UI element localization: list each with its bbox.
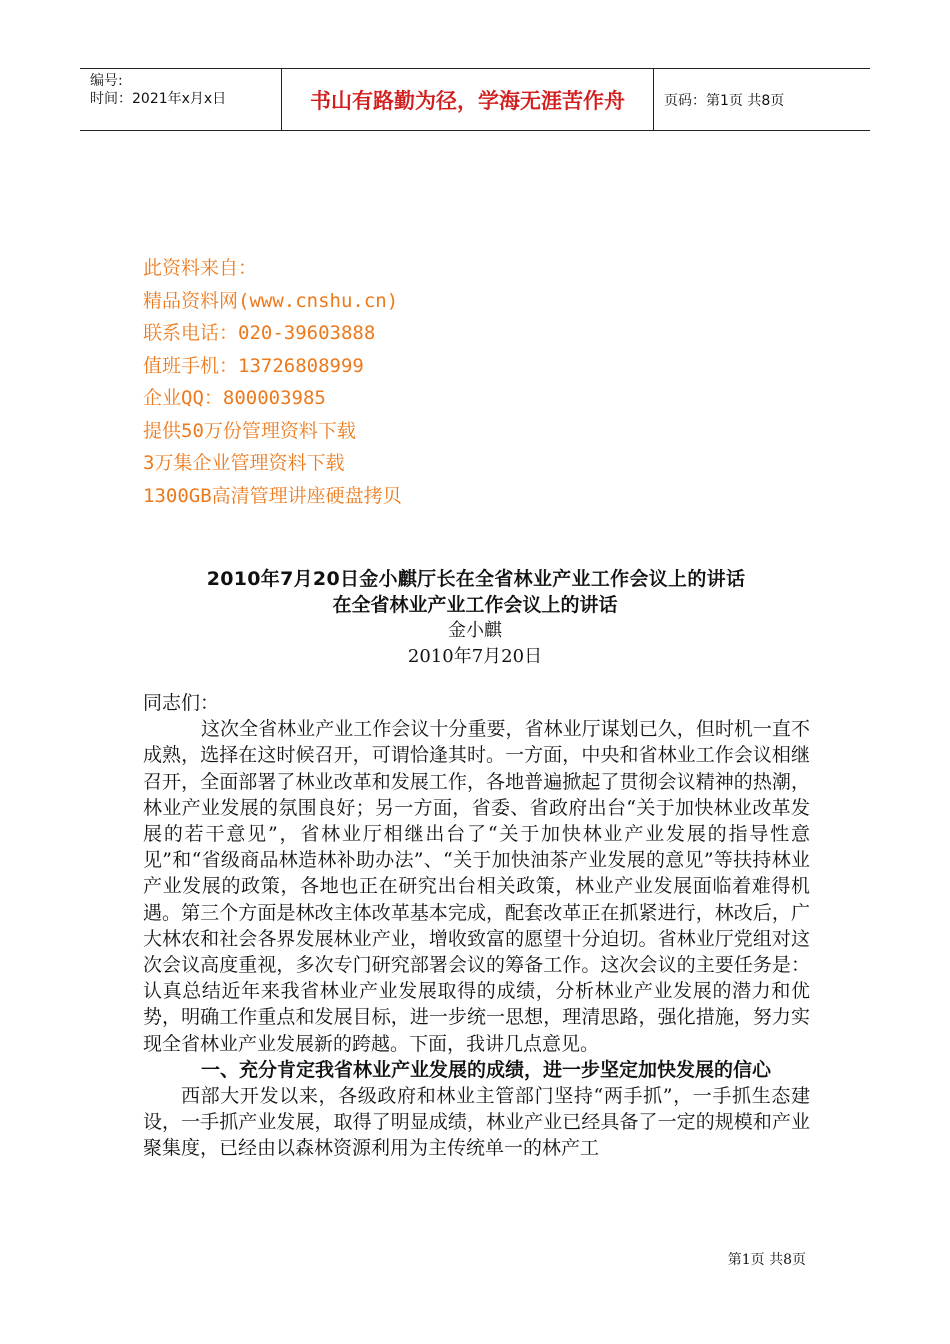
source-line: 1300GB高清管理讲座硬盘拷贝: [143, 484, 402, 507]
document-title-block: [0, 566, 950, 670]
body-paragraph: 西部大开发以来，各级政府和林业主管部门坚持“两手抓”，一手抓生态建设，一手抓产业发展，取得了明显成绩，林业产业已经具备了一定的规模和产业聚集度，已经由以森林资源利用为主传统单一的林产工: [143, 1085, 810, 1160]
document-author: 金小麒: [448, 620, 502, 641]
page-footer: 第1页 共8页: [727, 1252, 806, 1268]
document-body: [143, 690, 810, 1162]
source-line: 联系电话：020-39603888: [143, 322, 376, 344]
document-subtitle: 在全省林业产业工作会议上的讲话: [332, 594, 618, 616]
page-header: [80, 68, 870, 131]
document-date: 2010年7月20日: [407, 646, 543, 667]
header-page-info: 页码：第1页 共8页: [664, 92, 785, 109]
source-line: 此资料来自：: [143, 257, 258, 279]
source-line: 提供50万份管理资料下载: [143, 419, 356, 442]
source-line: 精品资料网(www.cnshu.cn): [143, 289, 399, 312]
source-line: 值班手机：13726808999: [143, 354, 364, 377]
salutation: 同志们：: [143, 692, 220, 714]
document-time-label: 时间：2021年x月x日: [90, 91, 227, 107]
document-title: 2010年7月20日金小麒厅长在全省林业产业工作会议上的讲话: [206, 568, 746, 590]
source-line: 企业QQ：800003985: [143, 387, 326, 409]
source-line: 3万集企业管理资料下载: [143, 452, 345, 474]
document-number-label: 编号:: [90, 73, 123, 89]
header-motto: 书山有路勤为径，学海无涯苦作舟: [282, 69, 654, 130]
body-paragraph: 这次全省林业产业工作会议十分重要，省林业厅谋划已久，但时机一直不成熟，选择在这时候召开，可谓恰逢其时。一方面，中央和省林业工作会议相继召开，全面部署了林业改革和发展工作，各地普遍掀起了贯彻会议精神的热潮，林业产业发展的氛围良好；另一方面，省委、省政府出台“关于加快林业改革发展的若干意见”，省林业厅相继出台了“关于加快林业产业发展的指导性意见”和“省级商品林造林补助办法”、“关于加快油茶产业发展的意见”等扶持林业产业发展的政策，各地也正在研究出台相关政策，林业产业发展面临着难得机遇。第三个方面是林改主体改革基本完成，配套改革正在抓紧进行，林改后，广大林农和社会各界发展林业产业，增收致富的愿望十分迫切。省林业厅党组对这次会议高度重视，多次专门研究部署会议的筹备工作。这次会议的主要任务是：认真总结近年来我省林业产业发展取得的成绩，分析林业产业发展的潜力和优势，明确工作重点和发展目标，进一步统一思想，理清思路，强化措施，努力实现全省林业产业发展新的跨越。下面，我讲几点意见。: [143, 718, 810, 1055]
source-info-block: [143, 252, 402, 512]
header-meta: [80, 69, 282, 130]
section-heading: 一、充分肯定我省林业产业发展的成绩，进一步坚定加快发展的信心: [201, 1058, 772, 1081]
